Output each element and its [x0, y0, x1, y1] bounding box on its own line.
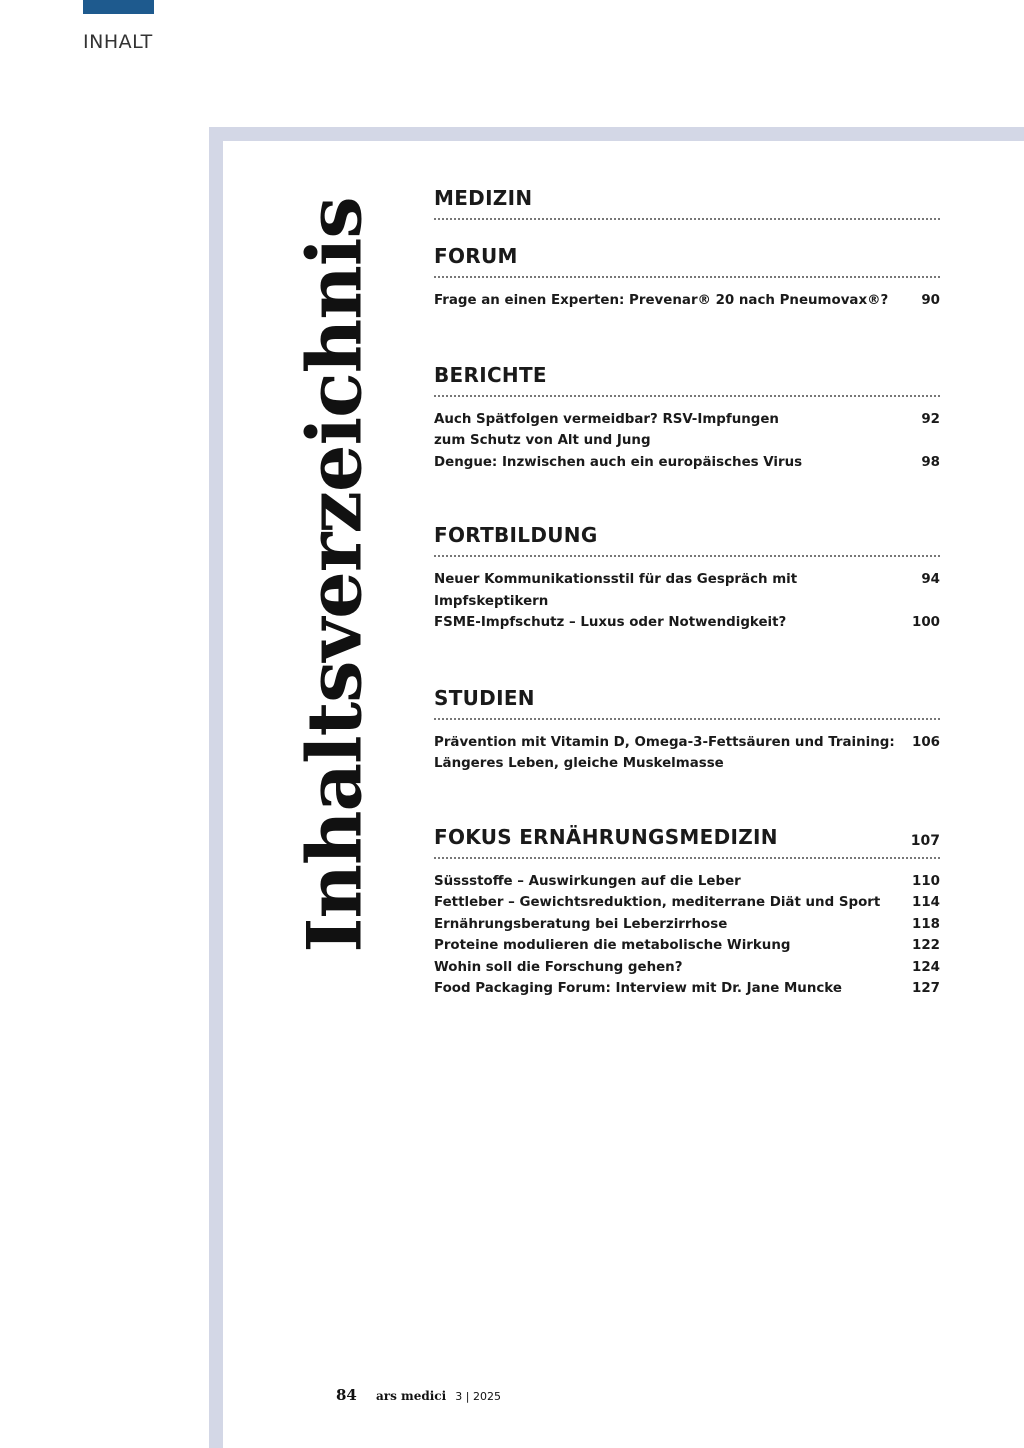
toc-group-berichte [434, 363, 940, 474]
toc-entry[interactable] [434, 978, 940, 1000]
entry-page: 92 [921, 411, 940, 427]
entry-title: Fettleber – Gewichtsreduktion, mediterrane Diät und Sport [434, 895, 881, 910]
toc-group-fokus [434, 825, 940, 1000]
footer-issue: 3 | 2025 [455, 1390, 501, 1403]
entry-title: zum Schutz von Alt und Jung [434, 433, 651, 448]
entry-page: 106 [912, 734, 940, 750]
entry-page: 90 [921, 293, 940, 308]
section-label: INHALT [83, 31, 153, 53]
group-title-fortbildung: FORTBILDUNG [434, 523, 598, 547]
group-heading-studien [434, 686, 940, 720]
toc-entry[interactable] [434, 452, 940, 474]
toc-group-forum [434, 244, 940, 312]
group-heading-fortbildung [434, 523, 940, 557]
section-color-tab [83, 0, 154, 14]
group-title-berichte: BERICHTE [434, 362, 547, 387]
toc-entry[interactable] [434, 892, 940, 914]
group-title-studien: STUDIEN [434, 685, 535, 710]
entries-fokus [434, 859, 940, 1000]
entry-page: 114 [912, 895, 940, 910]
entries-forum [434, 278, 940, 312]
toc-entry[interactable] [434, 409, 940, 431]
toc-entry[interactable] [434, 871, 940, 893]
toc-group-medizin [434, 186, 940, 220]
entry-title: Süssstoffe – Auswirkungen auf die Leber [434, 873, 741, 889]
entries-fortbildung [434, 557, 940, 634]
group-heading-forum [434, 244, 940, 278]
toc-entry[interactable] [434, 957, 940, 979]
entry-title: Proteine modulieren die metabolische Wirkung [434, 938, 791, 953]
group-heading-medizin [434, 186, 940, 220]
entry-page: 118 [912, 916, 940, 932]
toc-entry[interactable] [434, 430, 940, 452]
group-title-fokus: FOKUS ERNÄHRUNGSMEDIZIN [434, 824, 778, 849]
toc-entry[interactable] [434, 569, 940, 612]
entry-page: 122 [912, 938, 940, 953]
entry-page: 94 [921, 572, 940, 587]
toc-group-studien [434, 686, 940, 775]
toc-entry[interactable] [434, 612, 940, 634]
group-heading-berichte [434, 363, 940, 397]
entry-title: Ernährungsberatung bei Leberzirrhose [434, 916, 728, 932]
group-title-medizin: MEDIZIN [434, 186, 533, 210]
entry-page: 124 [912, 959, 940, 975]
entry-title: FSME-Impfschutz – Luxus oder Notwendigkeit? [434, 615, 787, 630]
footer-page-number: 84 [336, 1386, 357, 1404]
group-title-forum: FORUM [434, 244, 518, 268]
entry-title: Food Packaging Forum: Interview mit Dr. Jane Muncke [434, 981, 842, 996]
page-title: Inhaltsverzeichnis [290, 197, 379, 953]
table-of-contents [434, 186, 940, 1000]
group-page-fokus: 107 [910, 832, 940, 849]
entry-page: 127 [912, 981, 940, 996]
entries-berichte [434, 397, 940, 474]
entry-title: Prävention mit Vitamin D, Omega-3-Fettsäuren und Training: [434, 734, 895, 750]
entry-title: Dengue: Inzwischen auch ein europäisches Virus [434, 454, 803, 470]
toc-entry[interactable] [434, 290, 940, 312]
entry-page: 98 [921, 454, 940, 470]
entry-title: Neuer Kommunikationsstil für das Gespräch mit Impfskeptikern [434, 572, 798, 609]
entry-title: Frage an einen Experten: Prevenar® 20 nach Pneumovax®? [434, 293, 889, 308]
toc-entry[interactable] [434, 914, 940, 936]
page-footer [336, 1385, 501, 1404]
frame-top-bar [209, 127, 1024, 141]
footer-magazine-name: ars medici [375, 1389, 447, 1403]
entry-page: 110 [912, 873, 940, 889]
entry-title: Längeres Leben, gleiche Muskelmasse [434, 756, 724, 771]
toc-entry[interactable] [434, 732, 940, 754]
toc-entry[interactable] [434, 753, 940, 775]
toc-group-fortbildung [434, 523, 940, 634]
entry-page: 100 [912, 615, 940, 630]
group-heading-fokus [434, 825, 940, 859]
entry-title: Auch Spätfolgen vermeidbar? RSV-Impfungen [434, 411, 779, 427]
entry-title: Wohin soll die Forschung gehen? [434, 959, 683, 975]
frame-left-bar [209, 127, 223, 1448]
toc-entry[interactable] [434, 935, 940, 957]
entries-studien [434, 720, 940, 775]
